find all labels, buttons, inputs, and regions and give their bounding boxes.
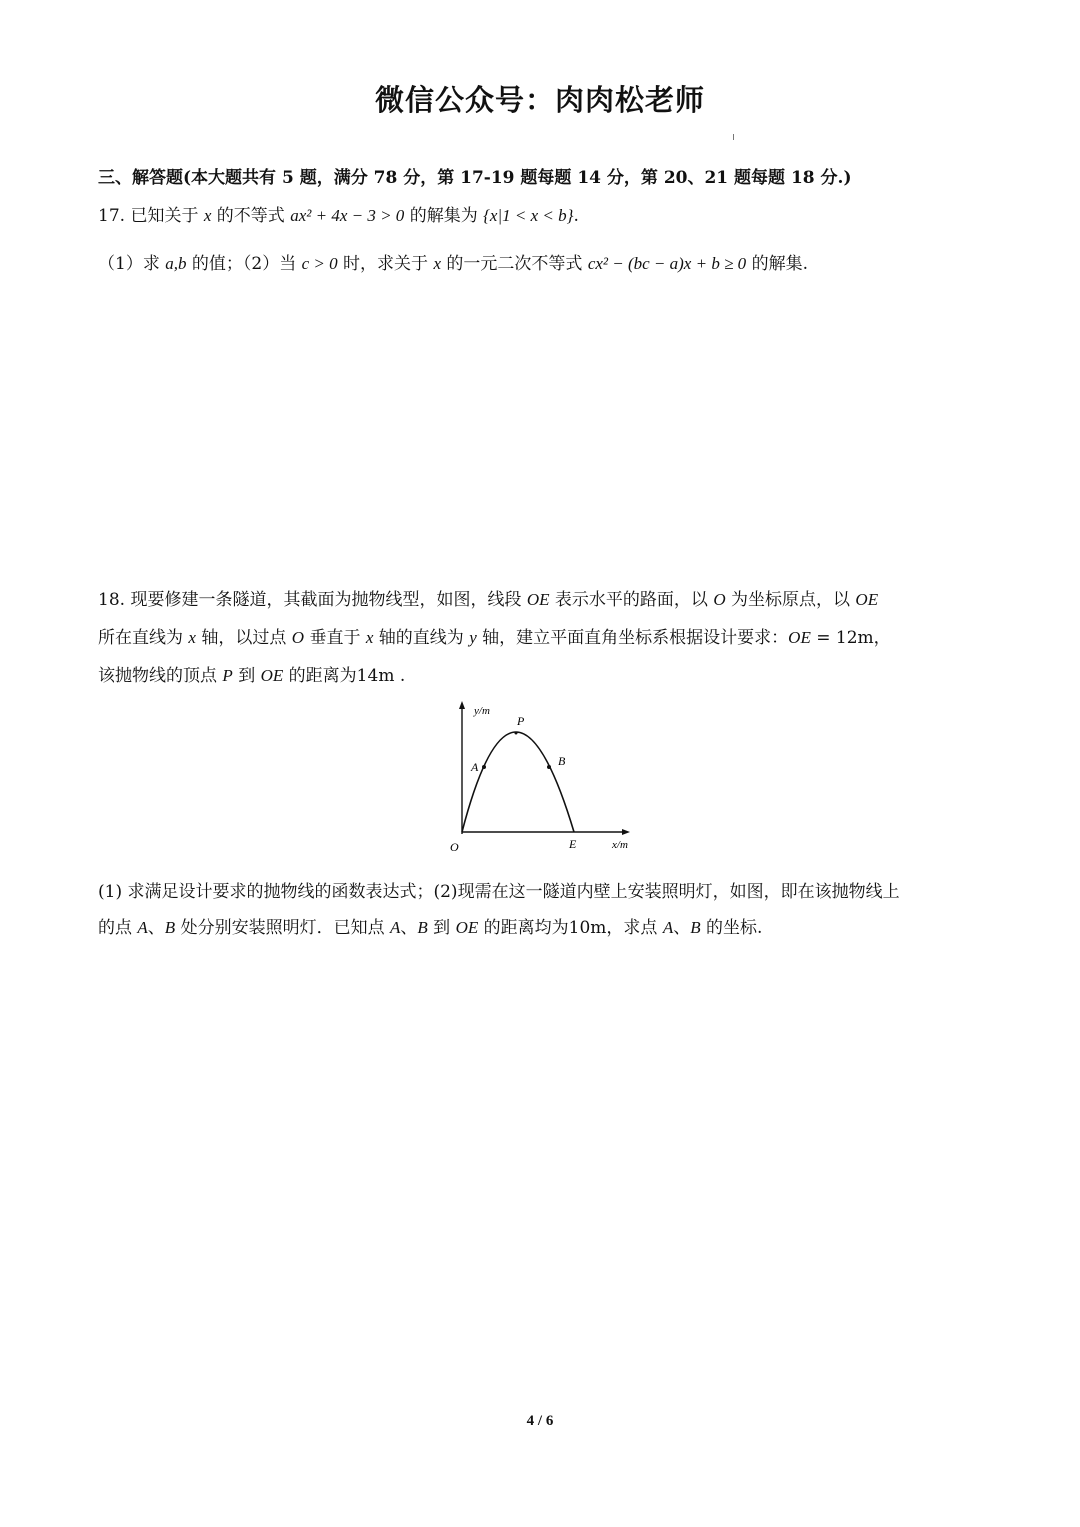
question-17-subparts: （1）求 a,b 的值；（2）当 c > 0 时，求关于 x 的一元二次不等式 cx² − (bc − a)x + b ≥ 0 的解集. xyxy=(98,254,808,274)
section-heading: 三、解答题(本大题共有 5 题，满分 78 分，第 17-19 题每题 14 分，第 20、21 题每题 18 分.) xyxy=(98,168,852,188)
question-17: 17. 已知关于 x 的不等式 ax² + 4x − 3 > 0 的解集为 {x|1 < x < b}. xyxy=(98,206,579,226)
question-18-line-3: 该抛物线的顶点 P 到 OE 的距离为14m . xyxy=(98,666,406,686)
tunnel-parabola-figure xyxy=(440,698,640,858)
point-a-dot xyxy=(482,765,486,769)
point-e-label: E xyxy=(569,837,577,851)
y-axis-arrow-icon xyxy=(459,701,465,709)
point-b-dot xyxy=(547,765,551,769)
parabola-curve xyxy=(462,732,574,832)
question-18-line-1: 18. 现要修建一条隧道，其截面为抛物线型，如图，线段 OE 表示水平的路面，以 O 为坐标原点，以 OE xyxy=(98,590,879,610)
question-18-line-2: 所在直线为 x 轴，以过点 O 垂直于 x 轴的直线为 y 轴，建立平面直角坐标系根据设计要求：OE = 12m， xyxy=(98,628,891,648)
x-axis-label: x/m xyxy=(612,839,628,851)
question-18-line-5: 的点 A、B 处分别安装照明灯．已知点 A、B 到 OE 的距离均为10m，求点 A、B 的坐标. xyxy=(98,918,763,938)
x-axis-arrow-icon xyxy=(622,829,630,835)
vertex-label: P xyxy=(517,714,525,728)
page-number: 4 / 6 xyxy=(526,1413,554,1429)
point-b-label: B xyxy=(558,754,566,768)
y-axis-label: y/m xyxy=(474,705,490,717)
question-18-line-4: (1) 求满足设计要求的抛物线的函数表达式；(2)现需在这一隧道内壁上安装照明灯，如图，即在该抛物线上 xyxy=(98,882,900,902)
origin-label: O xyxy=(450,840,459,854)
stray-mark xyxy=(733,134,734,140)
point-a-label: A xyxy=(471,760,479,774)
page-title: 微信公众号：肉肉松老师 xyxy=(374,83,705,117)
vertex-dot xyxy=(515,732,518,735)
